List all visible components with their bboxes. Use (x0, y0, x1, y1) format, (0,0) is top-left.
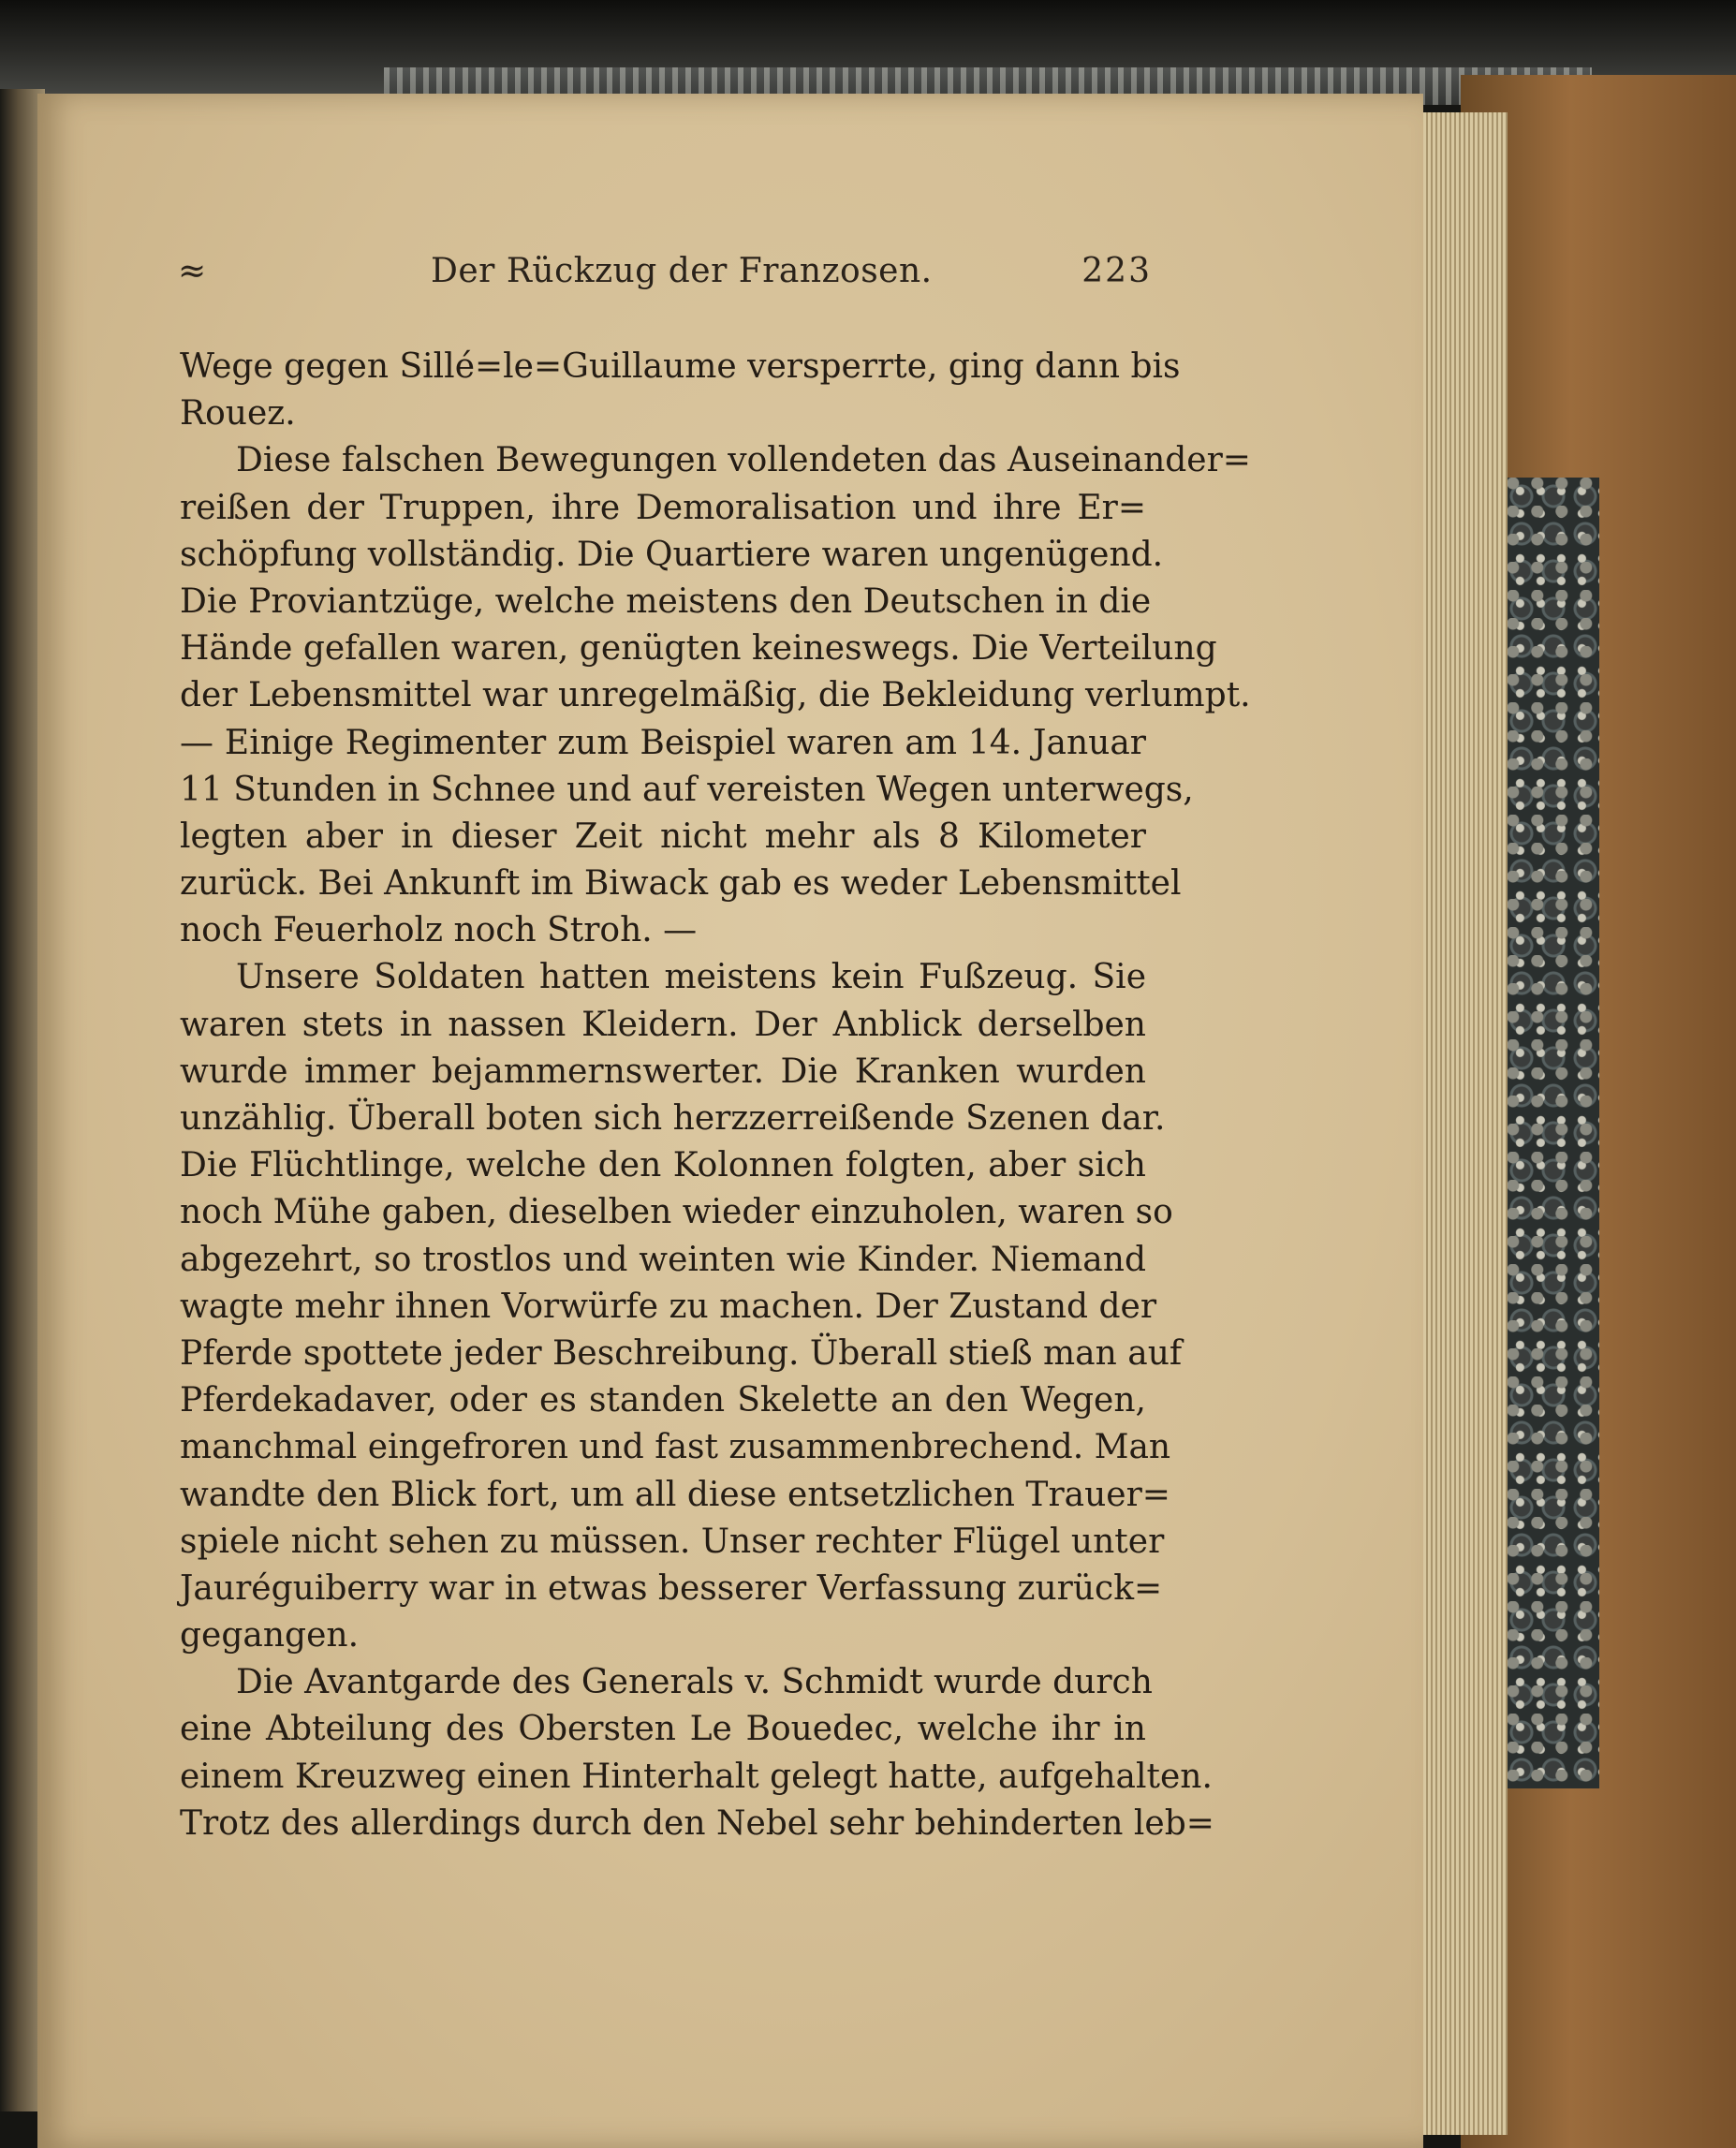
text-line: spiele nicht sehen zu müssen. Unser rechter Flügel unter (180, 1522, 1165, 1561)
text-line: manchmal eingefroren und fast zusammenbrechend. Man (180, 1428, 1171, 1467)
text-line: abgezehrt, so trostlos und weinten wie Kinder. Niemand (180, 1240, 1146, 1279)
text-line: noch Feuerholz noch Stroh. — (180, 911, 698, 950)
text-line: schöpfung vollständig. Die Quartiere waren ungenügend. (180, 535, 1164, 574)
text-line: Unsere Soldaten hatten meistens kein Fußzeug. Sie (236, 958, 1146, 997)
text-line: zurück. Bei Ankunft im Biwack gab es weder Lebensmittel (180, 864, 1182, 904)
text-line: Rouez. (180, 394, 296, 434)
running-title: Der Rückzug der Franzosen. (431, 252, 933, 290)
text-line: legten aber in dieser Zeit nicht mehr als 8 Kilometer (180, 817, 1146, 856)
text-line: Die Proviantzüge, welche meistens den Deutschen in die (180, 581, 1152, 621)
text-line: reißen der Truppen, ihre Demoralisation und ihre Er= (180, 488, 1146, 527)
text-line: Pferde spottete jeder Beschreibung. Überall stieß man auf (180, 1333, 1183, 1373)
text-line: eine Abteilung des Obersten Le Bouedec, welche ihr in (180, 1710, 1146, 1749)
text-line: Diese falschen Bewegungen vollendeten das Auseinander= (236, 441, 1251, 480)
text-line: 11 Stunden in Schnee und auf vereisten Wegen unterwegs, (180, 770, 1194, 809)
page-body-text (180, 344, 1251, 1847)
text-line: gegangen. (180, 1616, 360, 1655)
text-line: einem Kreuzweg einen Hinterhalt gelegt hatte, aufgehalten. (180, 1757, 1213, 1796)
text-line: Trotz des allerdings durch den Nebel sehr behinderten leb= (180, 1803, 1214, 1843)
header-ornament: ≈ (178, 252, 207, 290)
text-line: noch Mühe gaben, dieselben wieder einzuholen, waren so (180, 1193, 1173, 1232)
text-line: wurde immer bejammernswerter. Die Kranken wurden (180, 1052, 1146, 1091)
text-line: unzählig. Überall boten sich herzzerreißende Szenen dar. (180, 1099, 1166, 1138)
text-line: Die Avantgarde des Generals v. Schmidt wurde durch (236, 1663, 1153, 1702)
page-number: 223 (1081, 252, 1152, 290)
text-line: Wege gegen Sillé=le=Guillaume versperrte, ging dann bis (180, 347, 1181, 386)
text-line: wagte mehr ihnen Vorwürfe zu machen. Der Zustand der (180, 1287, 1157, 1326)
text-line: Jauréguiberry war in etwas besserer Verfassung zurück= (180, 1568, 1163, 1608)
text-line: Pferdekadaver, oder es standen Skelette an den Wegen, (180, 1381, 1146, 1420)
text-line: — Einige Regimenter zum Beispiel waren am 14. Januar (180, 723, 1146, 762)
running-header (178, 245, 1152, 302)
text-line: wandte den Blick fort, um all diese entsetzlichen Trauer= (180, 1475, 1170, 1514)
text-line: Hände gefallen waren, genügten keineswegs. Die Verteilung (180, 629, 1217, 669)
text-line: Die Flüchtlinge, welche den Kolonnen folgten, aber sich (180, 1146, 1146, 1185)
marbled-cover-paper (1506, 478, 1599, 1788)
text-line: der Lebensmittel war unregelmäßig, die Bekleidung verlumpt. (180, 676, 1251, 715)
text-line: waren stets in nassen Kleidern. Der Anblick derselben (180, 1005, 1146, 1044)
